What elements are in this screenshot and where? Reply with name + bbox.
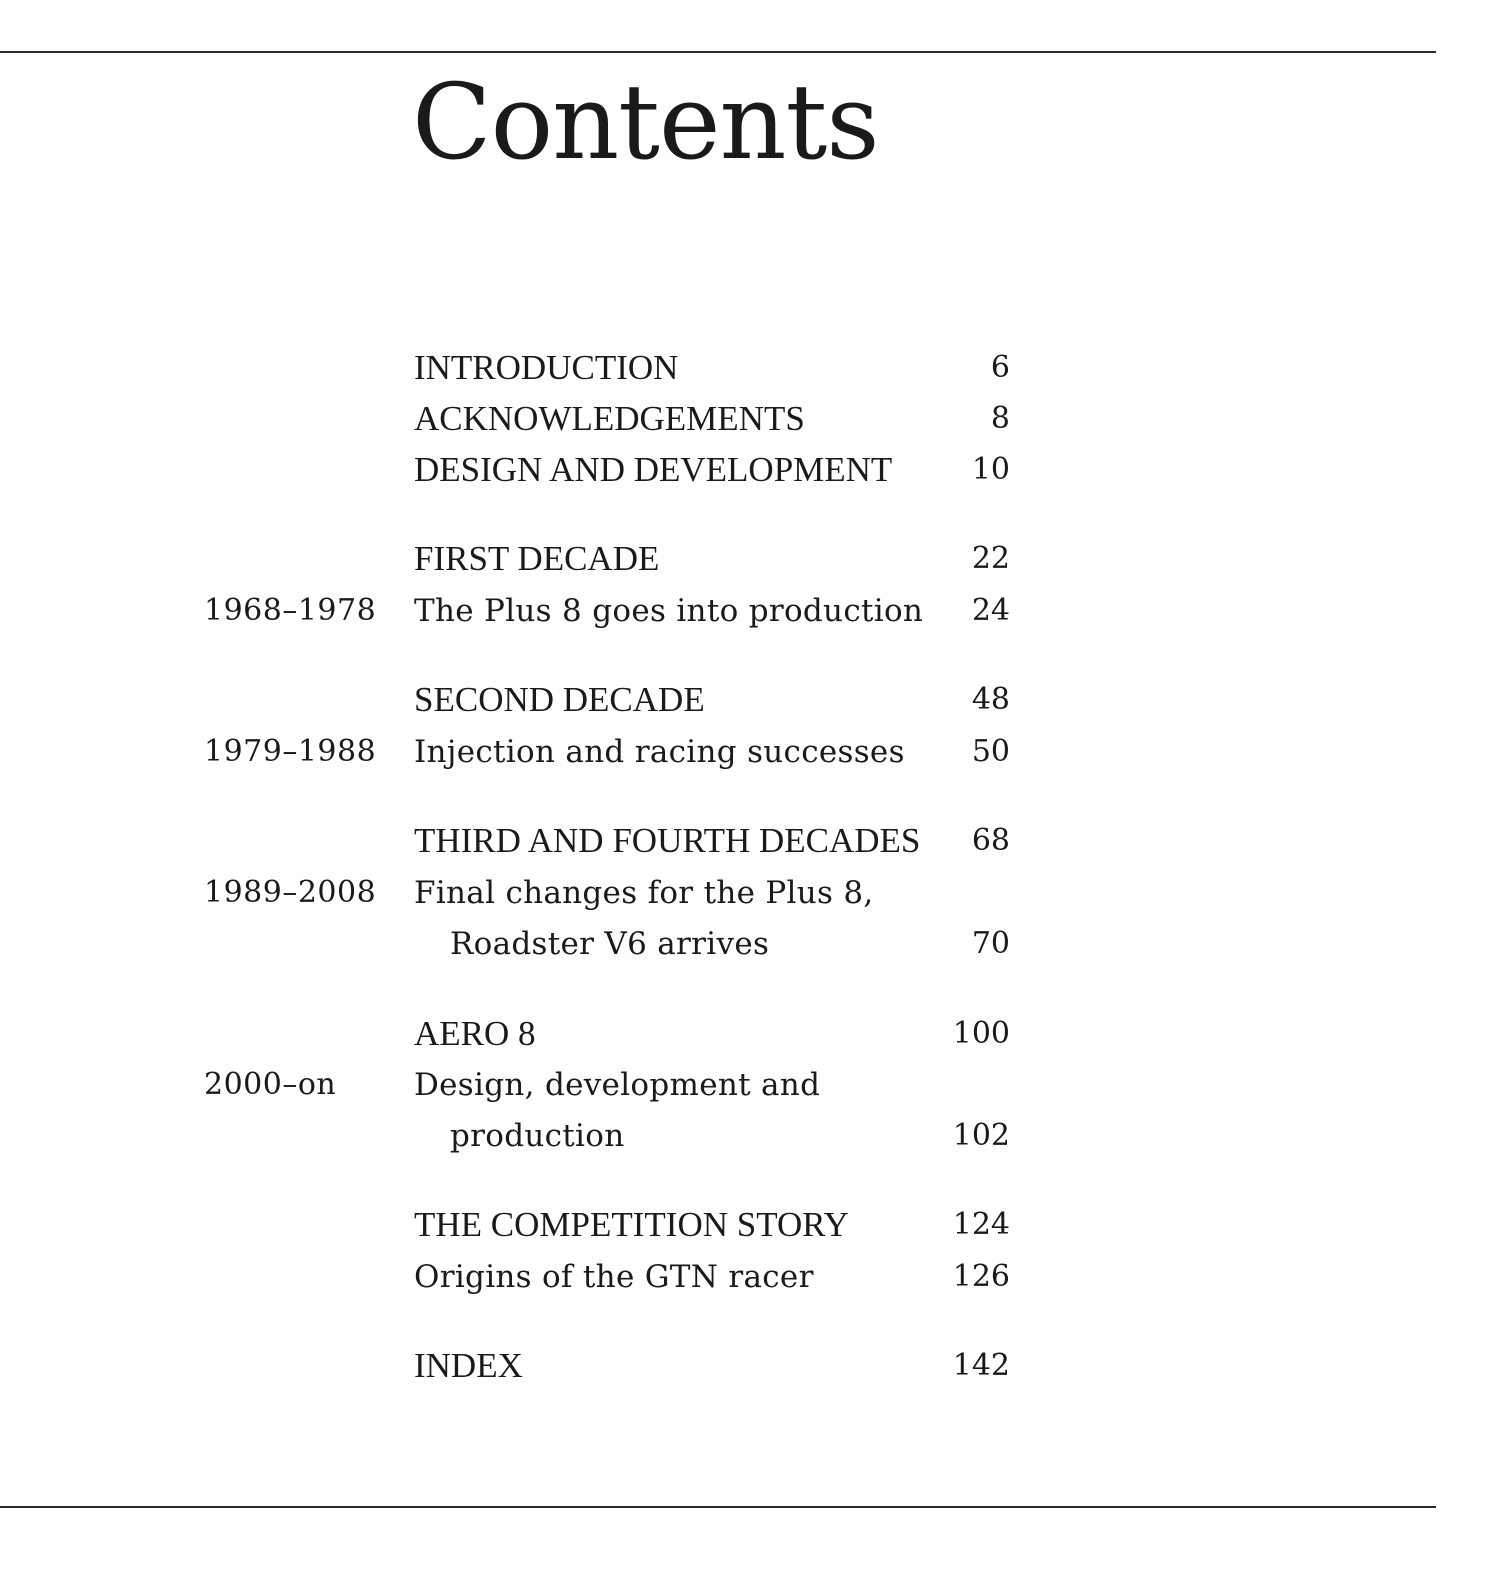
- toc-label: Origins of the GTN racer: [414, 1259, 814, 1295]
- toc-page-number: 24: [971, 593, 1010, 628]
- toc-page-number: 6: [990, 350, 1010, 385]
- toc-label: DESIGN AND DEVELOPMENT: [414, 450, 893, 489]
- toc-entry-gtn-racer[interactable]: [0, 1257, 1100, 1297]
- toc-page-number: 70: [971, 926, 1010, 961]
- toc-label: INDEX: [414, 1346, 523, 1385]
- toc-entry-first-decade[interactable]: [0, 539, 1100, 579]
- toc-entry-aero-design[interactable]: [0, 1065, 1100, 1105]
- bottom-rule: [0, 1506, 1436, 1508]
- toc-page-number: 8: [990, 401, 1010, 436]
- toc-label: Injection and racing successes: [414, 734, 905, 770]
- toc-label-continued: production: [450, 1118, 625, 1154]
- toc-page-number: 100: [952, 1016, 1010, 1051]
- toc-label: INTRODUCTION: [414, 348, 679, 387]
- toc-page-number: 102: [952, 1118, 1010, 1153]
- toc-entry-aero-design-continued[interactable]: [0, 1116, 1100, 1156]
- toc-page-number: 142: [952, 1348, 1010, 1383]
- toc-label: THIRD AND FOURTH DECADES: [414, 821, 921, 860]
- toc-label: THE COMPETITION STORY: [414, 1205, 849, 1244]
- toc-label: AERO 8: [414, 1014, 536, 1053]
- toc-page-number: 10: [971, 452, 1010, 487]
- toc-page-number: 22: [971, 541, 1010, 576]
- toc-entry-index[interactable]: [0, 1346, 1100, 1386]
- toc-label-continued: Roadster V6 arrives: [450, 926, 770, 962]
- toc-entry-acknowledgements[interactable]: [0, 399, 1100, 439]
- toc-label: The Plus 8 goes into production: [414, 593, 924, 629]
- toc-label: FIRST DECADE: [414, 539, 660, 578]
- toc-entry-competition-story[interactable]: [0, 1205, 1100, 1245]
- toc-entry-plus-8-production[interactable]: [0, 591, 1100, 631]
- toc-entry-third-fourth-decades[interactable]: [0, 821, 1100, 861]
- toc-label: SECOND DECADE: [414, 680, 705, 719]
- toc-page-number: 48: [971, 682, 1010, 717]
- toc-date-range: 1968–1978: [204, 593, 377, 628]
- toc-entry-design-and-development[interactable]: [0, 450, 1100, 490]
- toc-entry-injection-racing[interactable]: [0, 732, 1100, 772]
- toc-entry-final-changes-continued[interactable]: [0, 924, 1100, 964]
- toc-page-number: 50: [971, 734, 1010, 769]
- toc-page-number: 68: [971, 823, 1010, 858]
- toc-entry-second-decade[interactable]: [0, 680, 1100, 720]
- toc-page-number: 126: [952, 1259, 1010, 1294]
- toc-entry-final-changes[interactable]: [0, 873, 1100, 913]
- toc-date-range: 2000–on: [204, 1067, 337, 1102]
- toc-label: Design, development and: [414, 1067, 821, 1103]
- toc-label: Final changes for the Plus 8,: [414, 875, 874, 911]
- toc-entry-aero-8[interactable]: [0, 1014, 1100, 1054]
- toc-page-number: 124: [952, 1207, 1010, 1242]
- toc-date-range: 1989–2008: [204, 875, 377, 910]
- toc-entry-introduction[interactable]: [0, 348, 1100, 388]
- toc-label: ACKNOWLEDGEMENTS: [414, 399, 805, 438]
- toc-date-range: 1979–1988: [204, 734, 377, 769]
- page-title: Contents: [412, 61, 879, 183]
